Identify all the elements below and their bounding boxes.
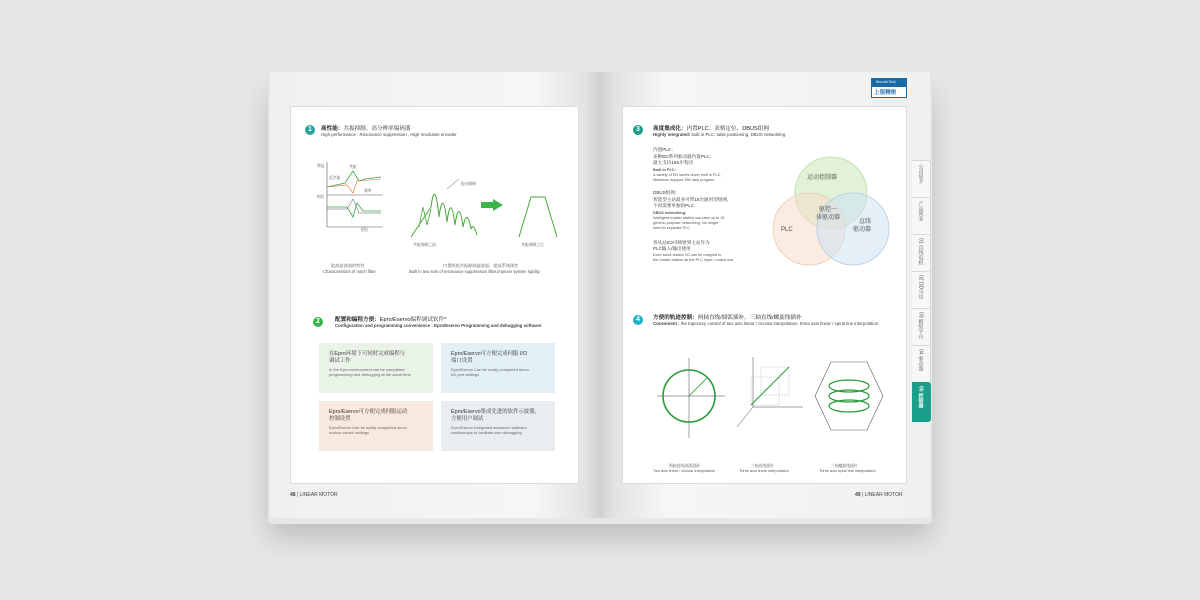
section-3-title: 高度集成化：内置PLC、表格定位、DBUS组网: [653, 126, 769, 132]
venn-motion-controller: 运动控制器: [807, 175, 838, 181]
two-axis-interpolation-figure: [653, 352, 728, 442]
fig2-caption-cn: 内置两组共振抑制滤波器，提高系统刚性: [443, 263, 519, 268]
tab-controller[interactable]: 05 控制器: [912, 382, 931, 422]
plc-description-en: A variety of ED series driver built in PLC, Maximum support 15K step program: [653, 173, 722, 182]
feature-box-io-ports: [441, 343, 555, 393]
fig1-caption-en: Characteristics of notch filter: [323, 269, 376, 274]
section-4-number: 4: [633, 315, 643, 325]
venn-linear: 直线: [859, 219, 872, 225]
fig1-angle-label: 相位: [361, 228, 369, 232]
feature-box-4-en: Epro/Eservo Integrated advanced software oscilloscope to facilitate user debugging: [451, 425, 527, 436]
feature-box-4-cn: Epro/Eservo集成先进的软件示波器， 方便用户调试: [451, 409, 540, 422]
caption-3axis-linear-cn: 三轴直线插补: [751, 464, 774, 468]
feature-box-2-en: Epro/Eservo Can be easily completed servo I/O port settings: [451, 367, 529, 378]
section-1-title: 高性能：共振抑制、高分辨率编码器: [321, 126, 411, 132]
fig1-caption-cn: 陷波滤波器的特性: [331, 263, 365, 268]
caption-3axis-spiral-cn: 三轴螺旋线插补: [831, 464, 858, 468]
dbus-description-cn: 智能型主站最多可带15台通用型组网, 不再需要单独的PLC: [653, 197, 729, 208]
plc-title: 内置PLC：: [653, 147, 676, 152]
section-4-title: 方便的轨迹控制：两轴直线/圆弧插补、三轴直线/螺旋线插补: [653, 315, 802, 321]
logo-brand-cn: 上银精密: [874, 90, 897, 96]
feature-box-3-en: Epro/Eservo Can be easily completed servo motion control settings: [329, 425, 407, 436]
tab-product-list[interactable]: 产品列表: [912, 197, 931, 237]
section-2-subtitle: Configuration and programming convenience : Epro/Eservo Programming and debugging software: [335, 323, 542, 328]
dbus-title: DBUS组网：: [653, 190, 680, 195]
tab-module-platform[interactable]: 03 模组平台: [912, 308, 931, 348]
right-content-panel: [622, 106, 907, 484]
tab-dd-motor[interactable]: 02 DD马达: [912, 271, 931, 311]
section-2-number: 2: [313, 317, 323, 327]
tab-linear-motor[interactable]: 01 直线电机: [912, 234, 931, 274]
section-4-subtitle: Convenient : the trajectory control of two axis linear / circular interpolation, three axis linear / spiral line interpolation: [653, 321, 879, 326]
feature-box-3-cn: Epro/Eservo可方便完成伺服运动 控制设置: [329, 409, 408, 422]
fig1-resonance-label: 共振: [349, 165, 357, 169]
plc-title-en: Built in PLC:: [653, 168, 676, 172]
venn-plc: PLC: [781, 227, 793, 233]
fig2-before-label: 共振抑制之前: [413, 243, 436, 247]
feature-box-1-en: In the Epro environment can be completed programming and debugging at the same time: [329, 367, 411, 378]
feature-box-motion-control: [319, 401, 433, 451]
three-axis-spiral-figure: [811, 352, 886, 442]
section-3-number: 3: [633, 125, 643, 135]
io-mapping-en: Each slave station I/O can be mapped to the master station as the PLC input / output use: [653, 253, 734, 262]
feature-box-2-cn: Epro/Eservo可方便完成伺服 I/O 端口设置: [451, 351, 528, 364]
section-1-subtitle: High performance : Resonance suppression , High resolution encoder: [321, 132, 457, 137]
dbus-title-en: DBUS networking:: [653, 211, 687, 215]
feature-box-1-cn: 在Epro环境下可同时完成编程与 调试工作: [329, 351, 406, 364]
caption-2axis-en: Two axis linear / circular interpolation: [653, 469, 716, 473]
io-mapping-cn: 各从站I/O可映射到主站作为 PLC输入/输出使用: [653, 240, 710, 251]
fig1-gain-label: 增益: [317, 164, 325, 168]
dbus-description-en: Intelligent master station can take up to 15 generic-purpose networking, No longer need to separate PLC: [653, 216, 725, 230]
caption-2axis-cn: 两轴直线/圆弧插补: [669, 464, 701, 468]
fig2-vibration-label: 振动抑制: [461, 182, 477, 186]
left-page-footer: 48 | LINEAR MOTOR: [290, 492, 338, 498]
vibration-suppression-figure: [411, 167, 571, 247]
fig1-phase-label: 相位: [317, 195, 325, 199]
logo-brand-en: Smooth Tech: [876, 80, 896, 84]
plc-description-cn: 多种ED系列驱动器内置PLC, 最大支持15K步程序: [653, 154, 711, 165]
section-1-number: 1: [305, 125, 315, 135]
left-content-panel: [290, 106, 579, 484]
fig2-after-label: 共振抑制之后: [521, 243, 544, 247]
venn-center-2: 体驱动器: [816, 215, 841, 221]
section-3-subtitle: Highly integrated: built in PLC, table positioning, DBUS networking: [653, 132, 786, 137]
section-2-title: 配置和编程方便：Epro/Eservo编程调试软件*: [335, 317, 447, 323]
fig1-notch-label: 反共振: [329, 176, 341, 180]
tab-driver[interactable]: 04 驱动器: [912, 345, 931, 385]
venn-driver: 驱动器: [853, 227, 872, 233]
tab-company-intro[interactable]: 公司简介: [912, 160, 931, 200]
right-page-footer: 49 | LINEAR MOTOR: [855, 492, 903, 498]
right-page: [600, 72, 930, 518]
feature-box-oscilloscope: [441, 401, 555, 451]
venn-center-1: 驱控一: [819, 207, 838, 213]
brand-logo: [871, 78, 907, 98]
left-page: [270, 72, 600, 518]
fig1-freq-label: 频率: [364, 189, 372, 193]
feature-box-programming: [319, 343, 433, 393]
caption-3axis-spiral-en: Three axis spiral line interpolation: [819, 469, 876, 473]
fig2-caption-en: Built in two sets of resonance suppression filter,improve system rigidity: [409, 269, 540, 274]
caption-3axis-linear-en: Three axis linear interpolation: [739, 469, 789, 473]
three-axis-linear-figure: [731, 347, 806, 442]
